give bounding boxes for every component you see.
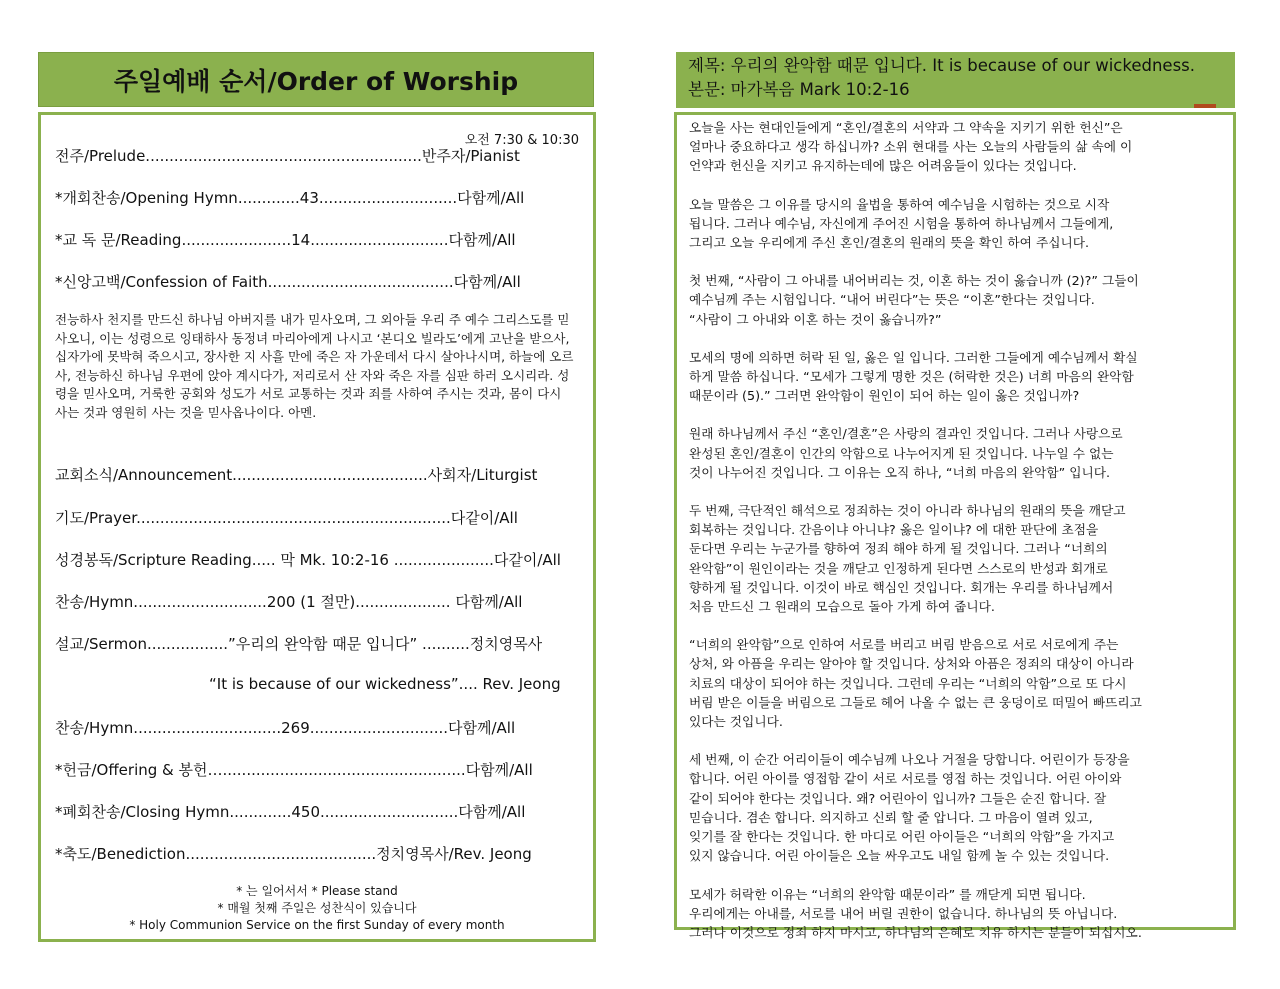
- sermon-line: 첫 번째, “사람이 그 아내를 내어버리는 것, 이혼 하는 것이 옳습니까 (2)?” 그들이: [689, 273, 1139, 289]
- sermon-line: 처음 만드신 그 원래의 모습으로 돌아 가게 하여 줍니다.: [689, 599, 995, 615]
- sermon-paragraph: [689, 635, 1223, 731]
- sermon-line: 같이 되어야 한다는 것입니다. 왜? 어린아이 입니까? 그들은 순진 합니다. 잘: [689, 790, 1107, 806]
- sermon-paragraph: [689, 271, 1223, 329]
- sermon-line: 모세의 명에 의하면 허락 된 일, 옳은 일 입니다. 그러한 그들에게 예수님께서 확실: [689, 349, 1138, 365]
- footnote-communion-en: * Holy Communion Service on the first Sunday of every month: [129, 918, 505, 932]
- sermon-line: 있지 않습니다. 어린 아이들은 오늘 싸우고도 내일 함께 놀 수 있는 것입니다.: [689, 848, 1110, 864]
- sermon-paragraph: [689, 501, 1223, 616]
- sermon-english-title: “It is because of our wickedness”.... Rev. Jeong: [209, 675, 561, 693]
- sermon-paragraph: [689, 348, 1223, 406]
- sermon-line: 예수님께 주는 시험입니다. “내어 버린다”는 뜻은 “이혼”한다는 것입니다.: [689, 292, 1095, 308]
- sermon-paragraph: [689, 885, 1223, 943]
- sermon-line: 됩니다. 그러나 예수님, 자신에게 주어진 시험을 통하여 하나님께서 그들에게,: [689, 215, 1114, 231]
- sermon-line: “너희의 완악함”으로 인하여 서로를 버리고 버림 받음으로 서로 서로에게 주는: [689, 637, 1119, 653]
- sermon-line: 완성된 혼인/결혼이 인간의 악함으로 나누어지게 된 것입니다. 나누일 수 없는: [689, 445, 1114, 461]
- sermon-line: 원래 하나님께서 주신 “혼인/결혼”은 사랑의 결과인 것입니다. 그러나 사랑으로: [689, 426, 1123, 442]
- sermon-line: 둔다면 우리는 누군가를 향하여 정죄 해야 하게 될 것입니다. 그러나 “너희의: [689, 541, 1108, 557]
- sermon-body: [674, 112, 1236, 940]
- sermon-line: 그리고 오늘 우리에게 주신 혼인/결혼의 원래의 뜻을 확인 하여 주십니다.: [689, 235, 1090, 251]
- sermon-line: 있다는 것입니다.: [689, 714, 783, 730]
- sermon-item: 설교/Sermon.................”우리의 완악함 때문 입니다” ..........정치영목사: [55, 635, 543, 653]
- confession-item: *신앙고백/Confession of Faith.......................................다함께/All: [55, 273, 521, 291]
- sermon-line: 우리에게는 아내를, 서로를 내어 버릴 권한이 없습니다. 하나님의 뜻 아닙니다.: [689, 905, 1118, 921]
- footnote-stand: * 는 일어서서 * Please stand: [236, 884, 398, 898]
- prelude-item: 전주/Prelude..........................................................반주자/Pianist: [55, 147, 520, 165]
- sermon-line: 언약과 헌신을 지키고 유지하는데에 많은 어려움들이 있다는 것입니다.: [689, 158, 1077, 174]
- sermon-line: 완악함”이 원인이라는 것을 깨닫고 인정하게 된다면 스스로의 반성과 회개로: [689, 560, 1108, 576]
- sermon-paragraph: [689, 424, 1223, 482]
- sermon-paragraph: [689, 118, 1223, 176]
- page-title: 주일예배 순서/Order of Worship: [113, 66, 519, 96]
- sermon-line: 합니다. 어린 아이를 영접함 같이 서로 서로를 영접 하는 것입니다. 어린 아이와: [689, 771, 1122, 787]
- sermon-header: [676, 52, 1235, 108]
- sermon-line: 오늘 말씀은 그 이유를 당시의 율법을 통하여 예수님을 시험하는 것으로 시작: [689, 196, 1110, 212]
- sermon-line: 세 번째, 이 순간 어리이들이 예수님께 나오나 거절을 당합니다. 어린이가 등장을: [689, 752, 1130, 768]
- sermon-line: 치료의 대상이 되어야 하는 것입니다. 그런데 우리는 “너희의 악함”으로 또 다시: [689, 675, 1127, 691]
- footnotes: [41, 883, 593, 934]
- service-times: 오전 7:30 & 10:30: [464, 133, 579, 148]
- sermon-line: 버림 받은 이들을 버림으로 그들로 헤어 나올 수 없는 큰 웅덩이로 떠밀어 빠뜨리고: [689, 694, 1142, 710]
- sermon-line: 오늘을 사는 현대인들에게 “혼인/결혼의 서약과 그 약속을 지키기 위한 헌신”은: [689, 120, 1123, 135]
- sermon-line: 상처, 와 아픔을 우리는 알아야 할 것입니다. 상처와 아픔은 정죄의 대상이 아니라: [689, 656, 1134, 672]
- sermon-line: 잊기를 잘 한다는 것입니다. 한 마디로 어린 아이들은 “너희의 악함”을 가지고: [689, 829, 1115, 845]
- footnote-communion-ko: * 매월 첫째 주일은 성찬식이 있습니다: [217, 901, 417, 915]
- order-of-worship-header: [38, 52, 594, 107]
- sermon-line: 것이 나누어진 것입니다. 그 이유는 오직 하나, “너희 마음의 완악함” 입니다.: [689, 464, 1111, 480]
- reading-item: *교 독 문/Reading.......................14.............................다함께/All: [55, 231, 516, 249]
- sermon-line: 그러나 이것으로 정죄 하지 마시고, 하나님의 은혜로 치유 하시는 분들이 되십시오.: [689, 924, 1142, 940]
- sermon-line: 얼마나 중요하다고 생각 하십니까? 소위 현대를 사는 오늘의 사람들의 삶 속에 이: [689, 139, 1133, 155]
- apostles-creed: 전능하사 천지를 만드신 하나님 아버지를 내가 믿사오며, 그 외아들 우리 주 예수 그리스도를 믿사오니, 이는 성령으로 잉태하사 동정녀 마리아에게 나시고 ‘본디오 빌라도’에게 고난을 받으사, 십자가에 못박혀 죽으시고, 장사한 지 사흘 만에 죽은 자 가운데서 다시 살아나시며, 하늘에 오르사, 전능하신 하나님 우편에 앉아 계시다가, 저리로서 산 자와 죽은 자를 심판 하러 오시리라. 성령을 믿사오며, 거룩한 공회와 성도가 서로 교통하는 것과 죄를 사하여 주시는 것과, 몸이 다시 사는 것과 영원히 사는 것을 믿사옵나이다. 아멘.: [55, 312, 574, 420]
- opening-hymn-item: *개회찬송/Opening Hymn.............43.............................다함께/All: [55, 189, 525, 207]
- scripture-reading-item: 성경봉독/Scripture Reading..... 막 Mk. 10:2-16 .....................다같이/All: [55, 551, 561, 569]
- order-of-worship-box: [38, 112, 596, 942]
- offering-item: *헌금/Offering & 봉헌…...................................................다함께/All: [55, 761, 533, 779]
- sermon-paragraph: [689, 750, 1223, 865]
- sermon-paragraph: [689, 195, 1223, 253]
- header-accent-bar: [1194, 104, 1216, 108]
- hymn-item-2: 찬송/Hymn...............................269.............................다함께/All: [55, 719, 516, 737]
- sermon-line: 믿습니다. 겸손 합니다. 의지하고 신뢰 할 줄 압니다. 그 마음이 열려 있고,: [689, 809, 1093, 825]
- sermon-line: 향하게 될 것입니다. 이것이 바로 핵심인 것입니다. 회개는 우리를 하나님께서: [689, 579, 1114, 595]
- sermon-line: 모세가 허락한 이유는 “너희의 완악함 때문이라” 를 깨닫게 되면 됩니다.: [689, 886, 1086, 902]
- announcement-item: 교회소식/Announcement.........................................사회자/Liturgist: [55, 466, 538, 484]
- sermon-title: 제목: 우리의 완악함 때문 입니다. It is because of our wickedness.: [688, 56, 1196, 75]
- sermon-line: 때문이라 (5).” 그러면 완악함이 원인이 되어 하는 일이 옳은 것입니까?: [689, 388, 1080, 404]
- sermon-line: “사람이 그 아내와 이혼 하는 것이 옳습니까?”: [689, 311, 942, 327]
- benediction-item: *축도/Benediction........................................정치영목사/Rev. Jeong: [55, 845, 532, 863]
- prayer-item: 기도/Prayer..................................................................다같이/All: [55, 509, 518, 527]
- sermon-line: 회복하는 것입니다. 간음이냐 아니냐? 옳은 일이냐? 에 대한 판단에 초점을: [689, 522, 1099, 538]
- sermon-line: 두 번째, 극단적인 해석으로 정죄하는 것이 아니라 하나님의 원래의 뜻을 깨닫고: [689, 503, 1126, 519]
- closing-hymn-item: *폐회찬송/Closing Hymn.............450.............................다함께/All: [55, 803, 526, 821]
- sermon-scripture: 본문: 마가복음 Mark 10:2-16: [688, 80, 910, 99]
- hymn-item-1: 찬송/Hymn............................200 (1 절만).................... 다함께/All: [55, 593, 523, 611]
- sermon-line: 하게 말씀 하십니다. “모세가 그렇게 명한 것은 (허락한 것은) 너희 마음의 완악함: [689, 369, 1134, 385]
